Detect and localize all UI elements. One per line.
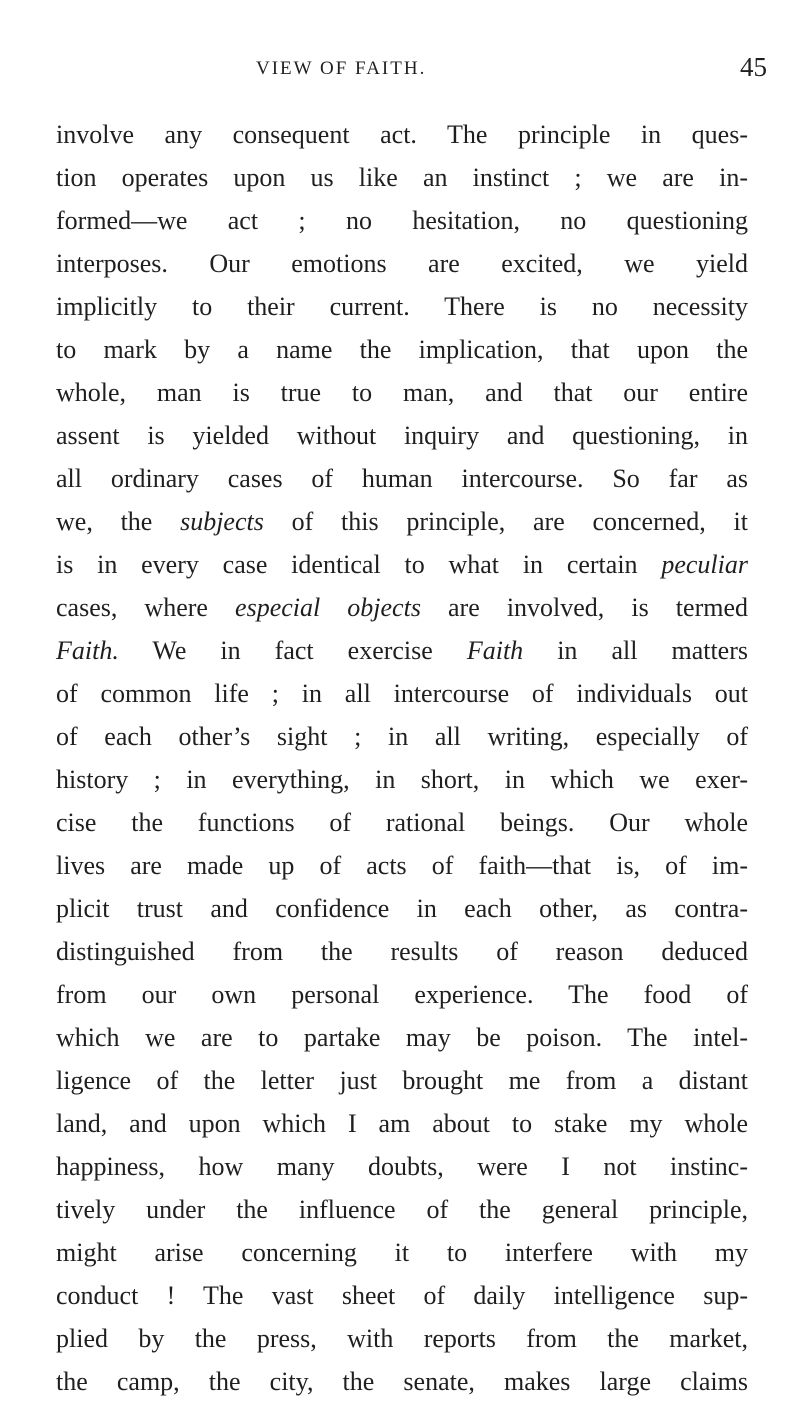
italic-text: especial objects bbox=[235, 593, 421, 622]
text-line bbox=[56, 199, 748, 242]
text-segment: interposes. Our emotions are excited, we yield bbox=[56, 249, 748, 278]
text-segment: whole, man is true to man, and that our entire bbox=[56, 378, 748, 407]
text-line bbox=[56, 1317, 748, 1360]
text-line bbox=[56, 930, 748, 973]
text-segment: ligence of the letter just brought me from a distant bbox=[56, 1066, 748, 1095]
text-segment: plicit trust and confidence in each other, as contra- bbox=[56, 894, 748, 923]
text-segment: cise the functions of rational beings. Our whole bbox=[56, 808, 748, 837]
text-line bbox=[56, 500, 748, 543]
italic-text: Faith. bbox=[56, 636, 119, 665]
text-segment: from our own personal experience. The food of bbox=[56, 980, 748, 1009]
text-line bbox=[56, 715, 748, 758]
text-line bbox=[56, 801, 748, 844]
text-line bbox=[56, 1102, 748, 1145]
text-line bbox=[56, 672, 748, 715]
text-line bbox=[56, 586, 748, 629]
text-segment: we, the bbox=[56, 507, 181, 536]
text-segment: cases, where bbox=[56, 593, 236, 622]
text-segment: tively under the influence of the general principle, bbox=[56, 1195, 748, 1224]
text-line bbox=[56, 242, 748, 285]
text-segment: all ordinary cases of human intercourse. So far as bbox=[56, 464, 748, 493]
text-line bbox=[56, 371, 748, 414]
text-segment: We in fact exercise bbox=[118, 636, 467, 665]
text-line bbox=[56, 543, 748, 586]
text-segment: assent is yielded without inquiry and questioning, in bbox=[56, 421, 748, 450]
text-segment: are involved, is termed bbox=[420, 593, 748, 622]
text-line bbox=[56, 1274, 748, 1317]
text-segment: implicitly to their current. There is no necessity bbox=[56, 292, 748, 321]
text-line bbox=[56, 629, 748, 672]
body-paragraph bbox=[56, 113, 748, 1403]
text-segment: conduct ! The vast sheet of daily intelligence sup- bbox=[56, 1281, 748, 1310]
text-line bbox=[56, 457, 748, 500]
text-segment: land, and upon which I am about to stake my whole bbox=[56, 1109, 748, 1138]
italic-text: peculiar bbox=[661, 550, 748, 579]
text-segment: in all matters bbox=[523, 636, 748, 665]
text-segment: history ; in everything, in short, in which we exer- bbox=[56, 765, 748, 794]
text-line bbox=[56, 414, 748, 457]
text-line bbox=[56, 1188, 748, 1231]
text-line bbox=[56, 973, 748, 1016]
running-head bbox=[0, 52, 800, 86]
text-line bbox=[56, 113, 748, 156]
running-title: VIEW OF FAITH. bbox=[256, 58, 427, 79]
text-line bbox=[56, 328, 748, 371]
text-segment: might arise concerning it to interfere with my bbox=[56, 1238, 748, 1267]
text-segment: involve any consequent act. The principle in ques- bbox=[56, 120, 748, 149]
text-line bbox=[56, 1145, 748, 1188]
text-segment: plied by the press, with reports from the market, bbox=[56, 1324, 748, 1353]
text-segment: tion operates upon us like an instinct ; we are in- bbox=[56, 163, 748, 192]
text-segment: formed—we act ; no hesitation, no questioning bbox=[56, 206, 748, 235]
text-line bbox=[56, 758, 748, 801]
text-line bbox=[56, 1016, 748, 1059]
text-line bbox=[56, 887, 748, 930]
italic-text: Faith bbox=[466, 636, 524, 665]
page-number: 45 bbox=[740, 52, 767, 82]
text-segment: lives are made up of acts of faith—that is, of im- bbox=[56, 851, 748, 880]
text-segment: of common life ; in all intercourse of individuals out bbox=[56, 679, 748, 708]
italic-text: subjects bbox=[180, 507, 264, 536]
text-line bbox=[56, 1059, 748, 1102]
text-segment: of each other’s sight ; in all writing, especially of bbox=[56, 722, 748, 751]
text-segment: is in every case identical to what in certain bbox=[56, 550, 662, 579]
text-segment: happiness, how many doubts, were I not instinc- bbox=[56, 1152, 748, 1181]
text-segment: distinguished from the results of reason deduced bbox=[56, 937, 748, 966]
text-line bbox=[56, 1231, 748, 1274]
text-segment: of this principle, are concerned, it bbox=[263, 507, 748, 536]
text-line bbox=[56, 285, 748, 328]
text-segment: to mark by a name the implication, that upon the bbox=[56, 335, 748, 364]
text-line bbox=[56, 844, 748, 887]
text-segment: the camp, the city, the senate, makes large claims bbox=[56, 1367, 748, 1396]
text-line bbox=[56, 156, 748, 199]
text-segment: which we are to partake may be poison. The intel- bbox=[56, 1023, 748, 1052]
